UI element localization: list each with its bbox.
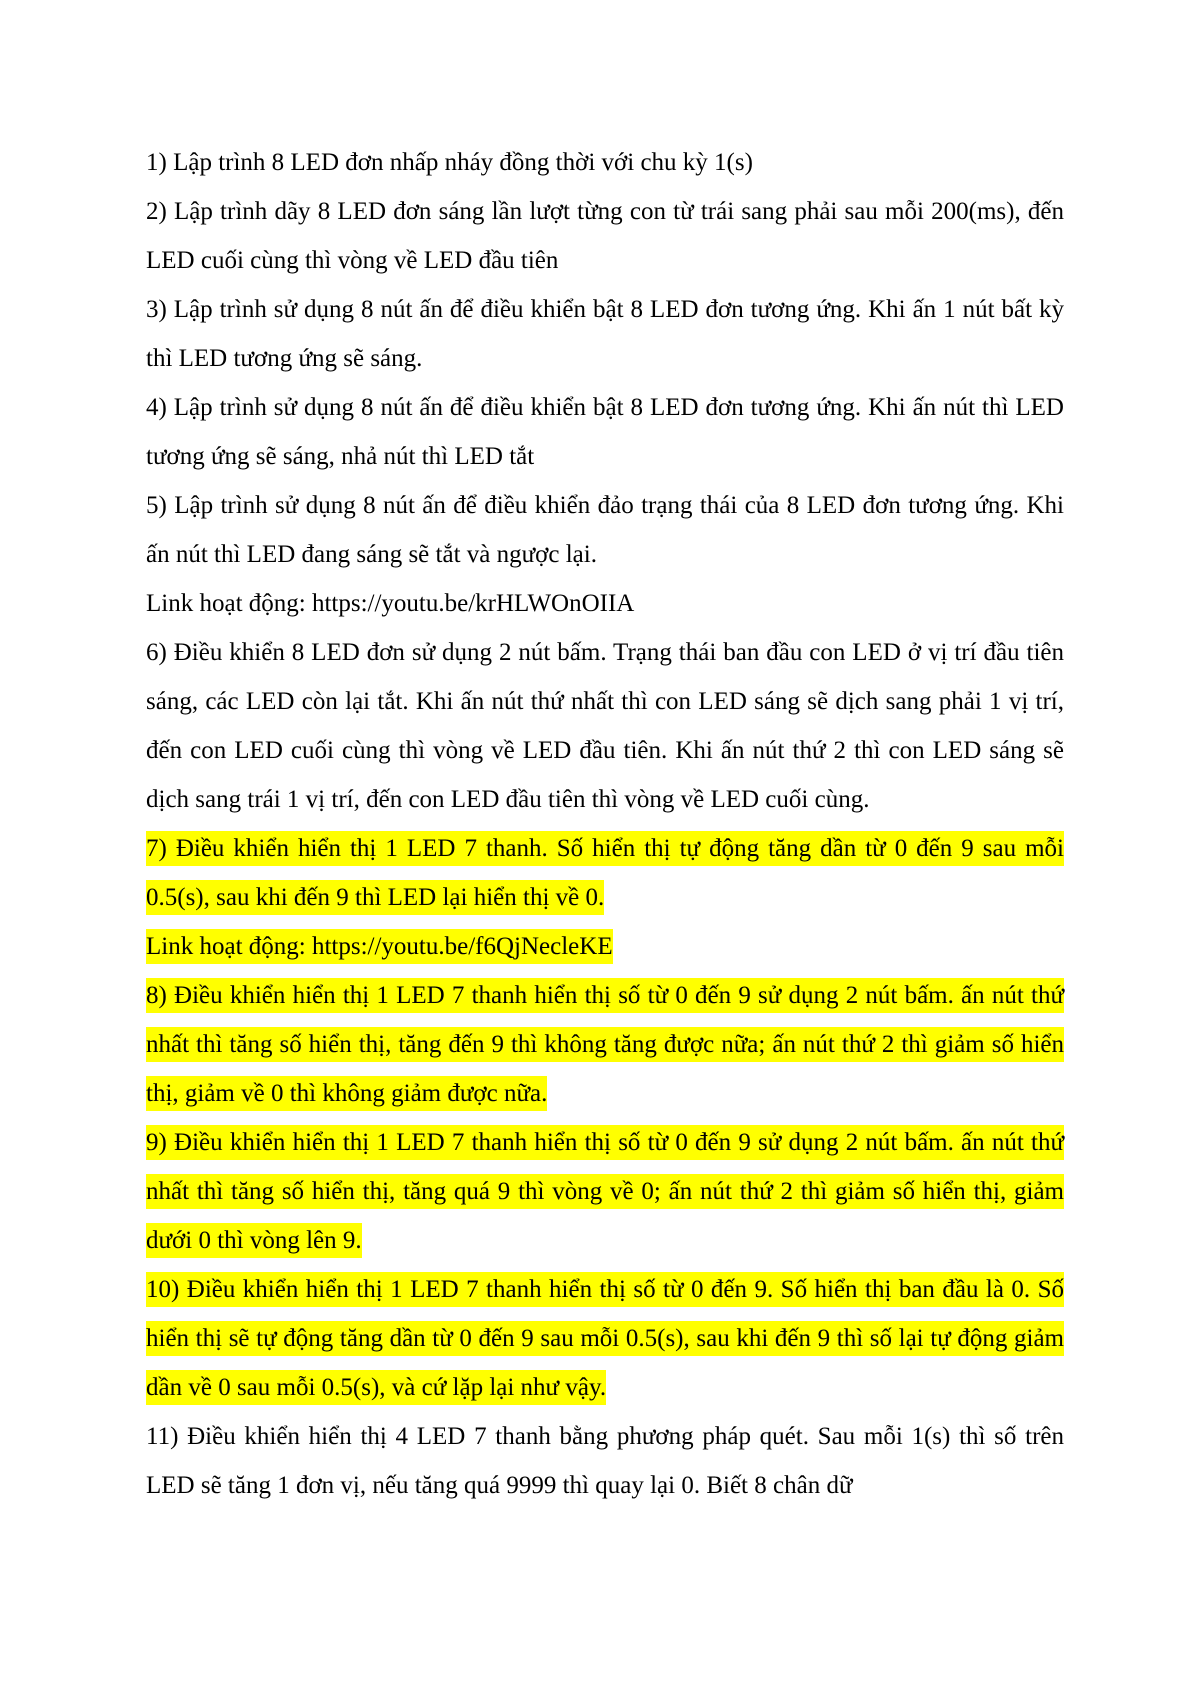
paragraph-text: 1) Lập trình 8 LED đơn nhấp nháy đồng thời với chu kỳ 1(s) (146, 149, 753, 176)
highlighted-text: 8) Điều khiển hiển thị 1 LED 7 thanh hiển thị số từ 0 đến 9 sử dụng 2 nút bấm. ấn nút thứ nhất thì tăng số hiển thị, tăng đến 9 thì không tăng được nữa; ấn nút thứ 2 thì giảm số hiển thị, giảm về 0 thì không giảm được nữa. (146, 978, 1064, 1111)
paragraph-task-7 (146, 824, 1064, 922)
highlighted-text: 7) Điều khiển hiển thị 1 LED 7 thanh. Số hiển thị tự động tăng dần từ 0 đến 9 sau mỗi 0.5(s), sau khi đến 9 thì LED lại hiển thị về 0. (146, 831, 1064, 915)
highlighted-text: 10) Điều khiển hiển thị 1 LED 7 thanh hiển thị số từ 0 đến 9. Số hiển thị ban đầu là 0. Số hiển thị sẽ tự động tăng dần từ 0 đến 9 sau mỗi 0.5(s), sau khi đến 9 thì số lại tự động giảm dần về 0 sau mỗi 0.5(s), và cứ lặp lại như vậy. (146, 1272, 1064, 1405)
paragraph-task-9 (146, 1118, 1064, 1265)
paragraph-task-11 (146, 1412, 1064, 1510)
highlighted-link-text[interactable]: Link hoạt động: https://youtu.be/f6QjNecleKE (146, 929, 613, 964)
paragraph-task-4 (146, 383, 1064, 481)
paragraph-text: 3) Lập trình sử dụng 8 nút ấn để điều khiển bật 8 LED đơn tương ứng. Khi ấn 1 nút bất kỳ thì LED tương ứng sẽ sáng. (146, 296, 1064, 372)
paragraph-task-5 (146, 481, 1064, 579)
paragraph-task-6 (146, 628, 1064, 824)
paragraph-task-10 (146, 1265, 1064, 1412)
highlighted-text: 9) Điều khiển hiển thị 1 LED 7 thanh hiển thị số từ 0 đến 9 sử dụng 2 nút bấm. ấn nút thứ nhất thì tăng số hiển thị, tăng quá 9 thì vòng về 0; ấn nút thứ 2 thì giảm số hiển thị, giảm dưới 0 thì vòng lên 9. (146, 1125, 1064, 1258)
paragraph-text: 11) Điều khiển hiển thị 4 LED 7 thanh bằng phương pháp quét. Sau mỗi 1(s) thì số trên LED sẽ tăng 1 đơn vị, nếu tăng quá 9999 thì quay lại 0. Biết 8 chân dữ (146, 1423, 1064, 1499)
paragraph-task-8 (146, 971, 1064, 1118)
paragraph-text: 4) Lập trình sử dụng 8 nút ấn để điều khiển bật 8 LED đơn tương ứng. Khi ấn nút thì LED tương ứng sẽ sáng, nhả nút thì LED tắt (146, 394, 1064, 470)
demo-link-task-7 (146, 922, 1064, 971)
paragraph-task-3 (146, 285, 1064, 383)
paragraph-task-2 (146, 187, 1064, 285)
paragraph-text: 5) Lập trình sử dụng 8 nút ấn để điều khiển đảo trạng thái của 8 LED đơn tương ứng. Khi ấn nút thì LED đang sáng sẽ tắt và ngược lại. (146, 492, 1064, 568)
link-text[interactable]: Link hoạt động: https://youtu.be/krHLWOnOIIA (146, 590, 635, 617)
demo-link-task-5 (146, 579, 1064, 628)
document-page (146, 138, 1064, 1510)
paragraph-text: 2) Lập trình dãy 8 LED đơn sáng lần lượt từng con từ trái sang phải sau mỗi 200(ms), đến LED cuối cùng thì vòng về LED đầu tiên (146, 198, 1064, 274)
paragraph-task-1 (146, 138, 1064, 187)
paragraph-text: 6) Điều khiển 8 LED đơn sử dụng 2 nút bấm. Trạng thái ban đầu con LED ở vị trí đầu tiên sáng, các LED còn lại tắt. Khi ấn nút thứ nhất thì con LED sáng sẽ dịch sang phải 1 vị trí, đến con LED cuối cùng thì vòng về LED đầu tiên. Khi ấn nút thứ 2 thì con LED sáng sẽ dịch sang trái 1 vị trí, đến con LED đầu tiên thì vòng về LED cuối cùng. (146, 639, 1064, 813)
